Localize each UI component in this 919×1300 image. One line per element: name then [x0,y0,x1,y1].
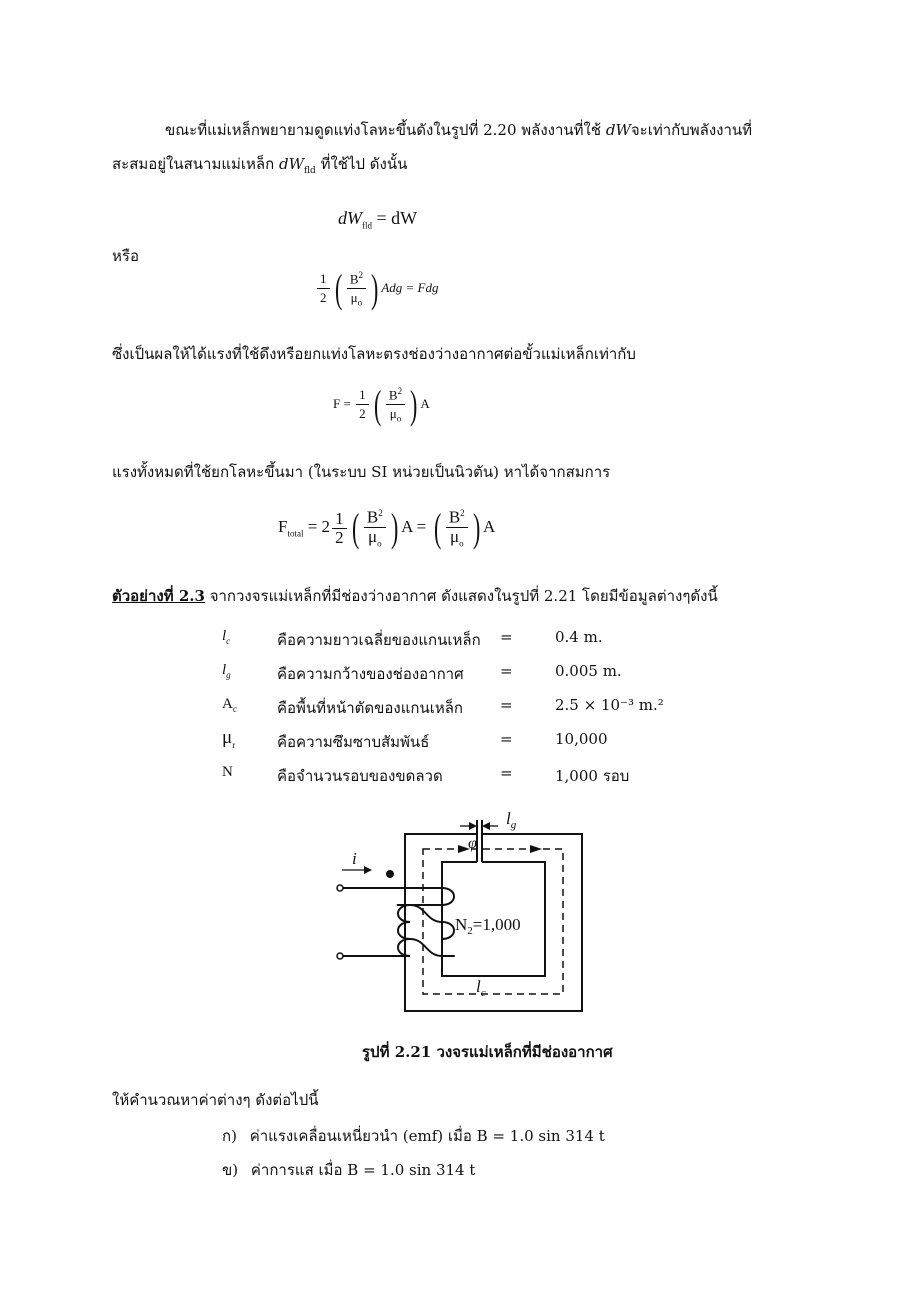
eq4-half [332,510,347,547]
item-label: ก) [222,1127,237,1145]
paren-open-2: ( [433,505,441,551]
para1-line2: สะสมอยู่ในสนามแม่เหล็ก [112,155,275,173]
eq4-num: 1 [332,510,347,529]
figure-caption: รูปที่ 2.21 วงจรแม่เหล็กที่มีช่องอากาศ [362,1043,613,1061]
given-symbol: $\mu_r$ [222,727,236,750]
polarity-dot [386,870,394,878]
turns-label: $N_2=1,000$ [455,915,521,937]
eq3-mu0: $\mu_o$ [389,406,402,424]
given-symbol: $l_g$ [222,662,231,680]
example-text: จากวงจรแม่เหล็กที่มีช่องว่างอากาศ ดังแสดงในรูปที่ 2.21 โดยมีข้อมูลต่างๆดังนี้ [209,587,718,605]
eq4-mu0: $\mu_o$ [368,526,382,549]
equation-3 [333,382,430,428]
paragraph-force: ซึ่งเป็นผลให้ได้แรงที่ใช้ดึงหรือยกแท่งโลหะตรงช่องว่างอากาศต่อขั้วแม่เหล็กเท่ากับ [112,345,636,363]
terminal-top [337,885,343,891]
eq4-b2-2: $B^2$ [446,504,468,528]
given-symbol: N [222,764,233,780]
paren-open: ( [373,381,381,427]
eq3-den: 2 [359,406,366,422]
eq2-b-over-mu [347,266,366,312]
paren-open: ( [351,505,359,551]
mu-symbol: μ [350,290,358,306]
paren-close: ) [410,381,418,427]
para1-text-b: จะเท่ากับพลังงานที่ [630,121,753,139]
magnetic-circuit-figure [330,806,600,1021]
eq4-b-over-mu-1 [364,504,386,552]
eq4-b-over-mu-2 [446,504,468,552]
eq2-tail: Adg = Fdg [381,279,439,295]
mu-symbol: μ [389,406,397,422]
eq4-mid: A = [401,516,427,536]
paren-close: ) [390,505,399,551]
eq3-tail: A [420,395,430,411]
item-text: ค่าแรงเคลื่อนเหนี่ยวนำ (emf) เมื่อ B = 1.0 sin 314 t [249,1127,605,1145]
task-text: ให้คำนวณหาค่าต่างๆ ดังต่อไปนี้ [112,1091,319,1109]
mu-symbol: μ [449,526,460,546]
current-label: i [352,849,357,868]
eq1-lhs: dW [338,208,362,228]
eq3-b-over-mu [386,382,405,428]
given-eq: = [500,764,513,782]
eq4-eq: = 2 [307,516,331,536]
equation-1 [338,208,417,231]
equation-4 [278,504,495,552]
eq2-den: 2 [320,290,327,306]
eq4-b2: $B^2$ [364,504,386,528]
given-eq: = [500,662,513,680]
para1-line2-b: ที่ใช้ไป ดังนั้น [320,155,408,173]
paragraph-total-force: แรงทั้งหมดที่ใช้ยกโลหะขึ้นมา (ในระบบ SI หน่วยเป็นนิวตัน) หาได้จากสมการ [112,463,611,481]
given-eq: = [500,696,513,714]
eq2-half [317,270,330,307]
eq2-mu0: $\mu_o$ [350,290,363,308]
eq4-sub: total [287,528,304,539]
paren-close: ) [370,265,379,311]
given-value: 0.4 m. [555,628,603,646]
eq4-mu0-2: $\mu_o$ [449,526,464,549]
b-symbol: B [448,507,461,527]
flux-arrow-right [530,845,542,853]
given-value: 0.005 m. [555,662,622,680]
given-value: 2.5 × 10⁻³ m.² [555,696,664,714]
eq1-rhs: = dW [376,208,418,228]
eq1-sub: fld [362,220,372,231]
paren-open: ( [334,265,342,311]
task-item [222,1158,475,1182]
given-desc: คือจำนวนรอบของขดลวด [277,767,443,785]
example-heading [112,584,718,608]
given-eq: = [500,730,513,748]
eq4-lhs: F [278,516,288,536]
terminal-bottom [337,953,343,959]
given-value: 10,000 [555,730,608,748]
given-desc: คือพื้นที่หน้าตัดของแกนเหล็ก [277,699,463,717]
item-text: ค่าการแส เมื่อ B = 1.0 sin 314 t [250,1161,476,1179]
lg-label: $l_g$ [506,809,517,831]
eq3-b2: $B^2$ [386,382,405,405]
para1-text: ขณะที่แม่เหล็กพยายามดูดแท่งโลหะขึ้นดังในรูปที่ 2.20 พลังงานที่ใช้ [165,121,602,139]
equation-2 [315,266,438,312]
eq4-den: 2 [335,527,344,547]
given-desc: คือความยาวเฉลี่ยของแกนเหล็ก [277,631,481,649]
b-symbol: B [349,271,359,287]
eq4-tail: A [483,516,496,536]
b-symbol: B [388,387,398,403]
given-desc: คือความซึมซาบสัมพันธ์ [277,733,430,751]
lc-label: $l_c$ [476,977,486,999]
given-symbol: $A_c$ [222,696,237,714]
paragraph-energy-line2 [112,152,407,176]
eq3-lhs: F = [333,395,351,411]
item-label: ข) [222,1161,239,1179]
dw-symbol: dW [605,121,631,139]
given-value: 1,000 รอบ [555,767,630,785]
fld-subscript: fld [304,166,316,176]
mu-symbol: μ [368,526,378,546]
given-desc: คือความกว้างของช่องอากาศ [277,665,464,683]
b-symbol: B [366,507,379,527]
eq3-num: 1 [356,386,369,405]
example-label: ตัวอย่างที่ 2.3 [112,587,205,605]
coil [342,888,454,956]
eq2-num: 1 [317,270,330,289]
given-symbol: $l_c$ [222,628,231,646]
paragraph-energy-line1 [165,118,752,142]
eq3-half [356,386,369,423]
paren-close-2: ) [472,505,481,551]
eq2-b2: $B^2$ [347,266,366,289]
phi-label: φ [468,835,477,852]
task-item [222,1124,605,1148]
or-text: หรือ [112,247,139,265]
dwfld-symbol: dW [278,155,305,173]
given-eq: = [500,628,513,646]
